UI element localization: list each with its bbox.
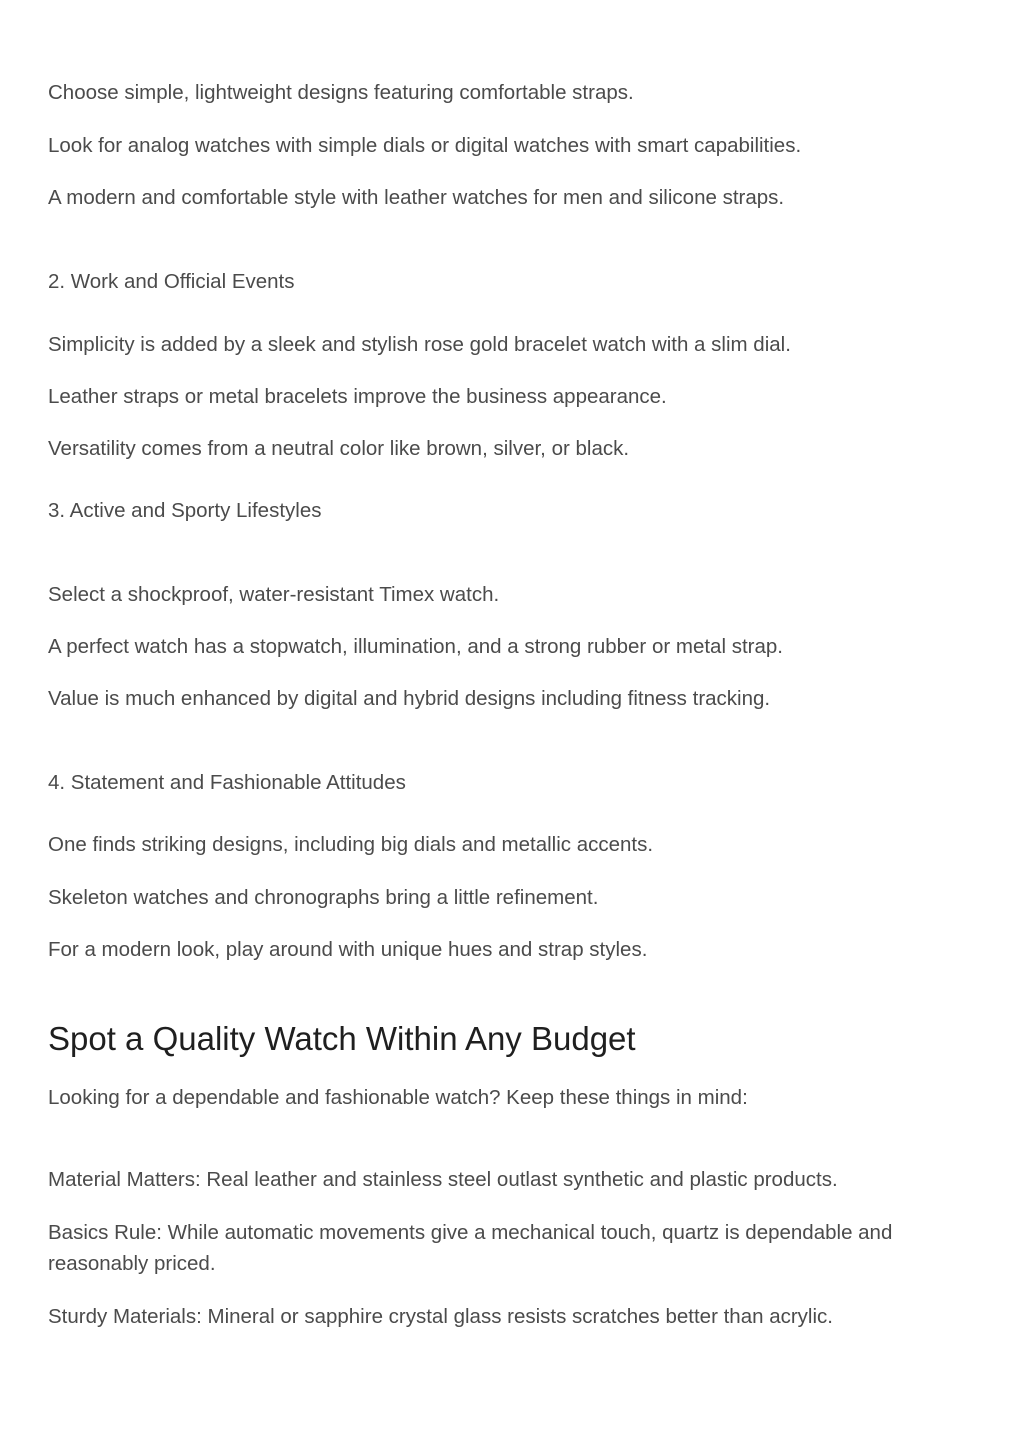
section-title-work: 2. Work and Official Events bbox=[48, 270, 295, 293]
quality-tip-3: Sturdy Materials: Mineral or sapphire crystal glass resists scratches better than acrylic. bbox=[48, 1305, 833, 1328]
casual-tip-2: Look for analog watches with simple dials or digital watches with smart capabilities. bbox=[48, 134, 802, 157]
work-tip-1: Simplicity is added by a sleek and stylish rose gold bracelet watch with a slim dial. bbox=[48, 333, 791, 356]
work-tip-3: Versatility comes from a neutral color like brown, silver, or black. bbox=[48, 437, 630, 460]
quality-tip-2: Basics Rule: While automatic movements give a mechanical touch, quartz is dependable and reasonably priced. bbox=[48, 1221, 893, 1275]
section-title-active: 3. Active and Sporty Lifestyles bbox=[48, 499, 322, 522]
casual-tip-1: Choose simple, lightweight designs featuring comfortable straps. bbox=[48, 81, 634, 104]
casual-tip-3: A modern and comfortable style with leather watches for men and silicone straps. bbox=[48, 186, 785, 209]
work-tip-2: Leather straps or metal bracelets improve the business appearance. bbox=[48, 385, 667, 408]
quality-intro: Looking for a dependable and fashionable watch? Keep these things in mind: bbox=[48, 1086, 748, 1109]
statement-tip-2: Skeleton watches and chronographs bring a little refinement. bbox=[48, 886, 599, 909]
quality-heading: Spot a Quality Watch Within Any Budget bbox=[48, 1020, 636, 1057]
active-tip-2: A perfect watch has a stopwatch, illumination, and a strong rubber or metal strap. bbox=[48, 635, 783, 658]
active-tip-3: Value is much enhanced by digital and hybrid designs including fitness tracking. bbox=[48, 687, 771, 710]
quality-tip-1: Material Matters: Real leather and stainless steel outlast synthetic and plastic products. bbox=[48, 1168, 838, 1191]
statement-tip-3: For a modern look, play around with unique hues and strap styles. bbox=[48, 938, 648, 961]
active-tip-1: Select a shockproof, water-resistant Timex watch. bbox=[48, 583, 500, 606]
statement-tip-1: One finds striking designs, including big dials and metallic accents. bbox=[48, 833, 654, 856]
section-title-statement: 4. Statement and Fashionable Attitudes bbox=[48, 771, 406, 794]
